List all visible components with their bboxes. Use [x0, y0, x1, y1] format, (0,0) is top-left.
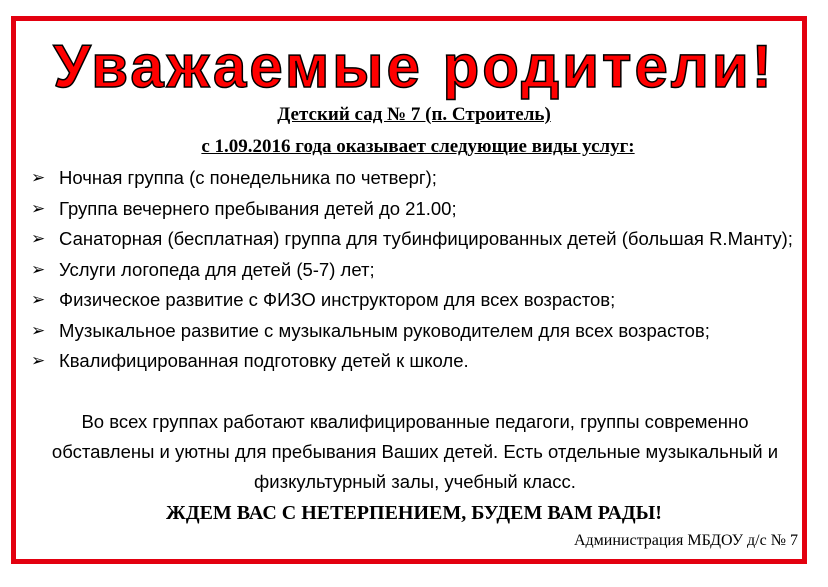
arrow-bullet-icon: ➢	[31, 198, 46, 218]
arrow-bullet-icon: ➢	[31, 168, 46, 187]
list-item	[29, 285, 801, 316]
arrow-bullet-icon: ➢	[31, 229, 46, 248]
services-list	[29, 163, 801, 377]
subtitle-kindergarten: Детский сад № 7 (п. Строитель)	[277, 104, 551, 125]
service-text: Физическое развитие с ФИЗО инструктором для всех возрастов;	[59, 289, 616, 310]
list-item	[29, 163, 801, 194]
list-item	[29, 194, 801, 225]
subtitle-services-intro: с 1.09.2016 года оказывает следующие виды услуг:	[201, 136, 635, 157]
list-item	[29, 346, 801, 377]
service-text: Услуги логопеда для детей (5-7) лет;	[59, 258, 375, 280]
arrow-bullet-icon: ➢	[31, 351, 46, 370]
service-text: Ночная группа (с понедельника по четверг);	[59, 167, 437, 188]
headline: Уважаемые родители!	[53, 33, 775, 100]
arrow-bullet-icon: ➢	[31, 259, 46, 279]
list-item	[29, 255, 801, 286]
list-item	[29, 224, 801, 255]
closing-slogan: ЖДЕМ ВАС С НЕТЕРПЕНИЕМ, БУДЕМ ВАМ РАДЫ!	[166, 502, 662, 524]
arrow-bullet-icon: ➢	[31, 320, 46, 340]
signature: Администрация МБДОУ д/с № 7	[573, 532, 798, 549]
arrow-bullet-icon: ➢	[31, 290, 46, 309]
service-text: Санаторная (бесплатная) группа для тубинфицированных детей (большая R.Манту);	[59, 228, 793, 249]
description-paragraph: Во всех группах работают квалифицированные педагоги, группы современно обставлены и уютны для пребывания Ваших детей. Есть отдельные музыкальный и физкультурный залы, учебный класс.	[51, 411, 779, 492]
service-text: Группа вечернего пребывания детей до 21.00;	[59, 197, 457, 219]
list-item	[29, 316, 801, 347]
service-text: Квалифицированная подготовку детей к школе.	[59, 350, 469, 371]
service-text: Музыкальное развитие с музыкальным руководителем для всех возрастов;	[59, 319, 710, 341]
